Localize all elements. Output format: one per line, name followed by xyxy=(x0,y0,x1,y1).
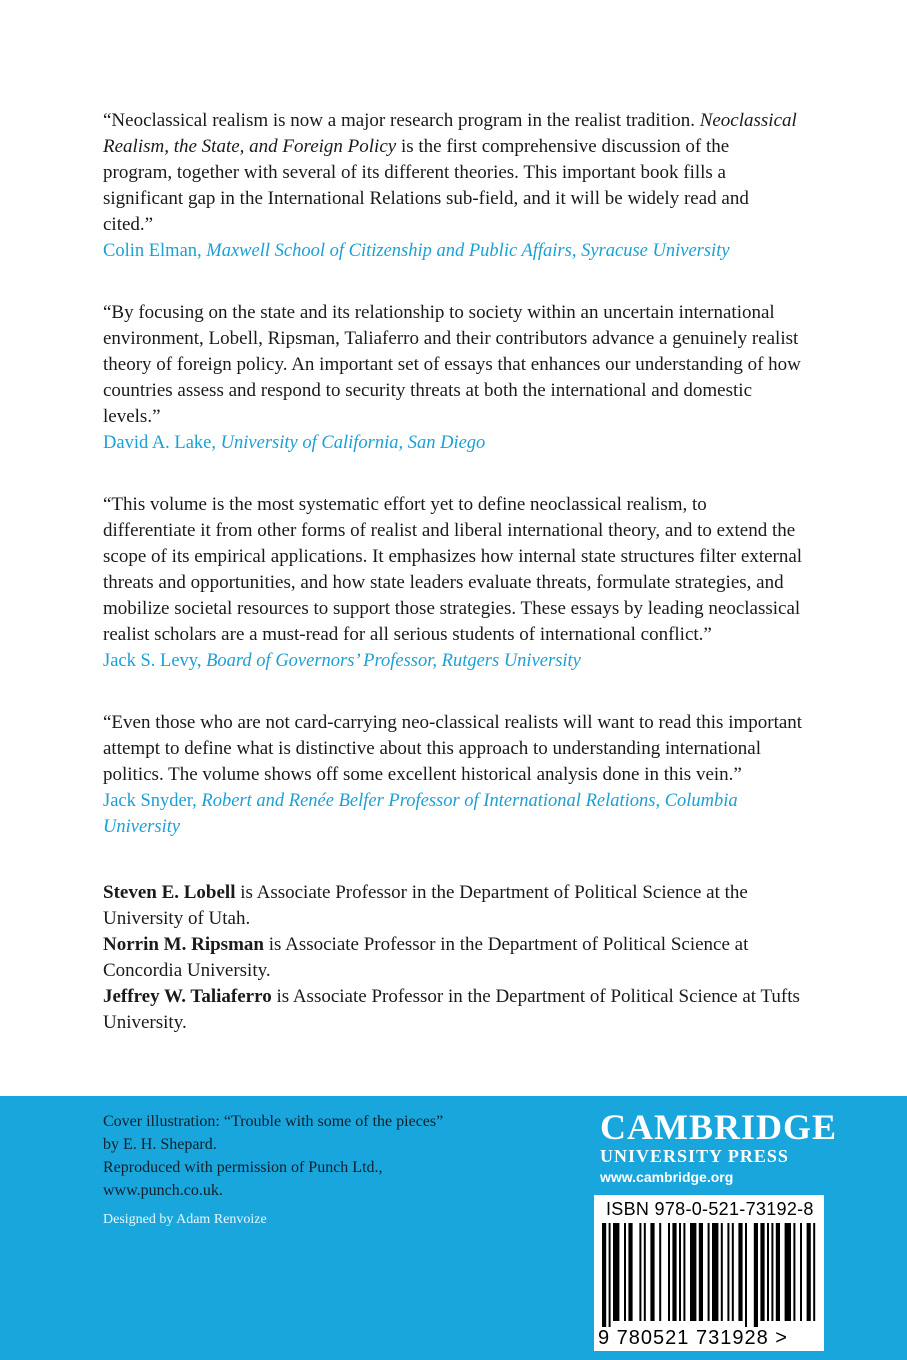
publisher-logo xyxy=(600,1107,838,1185)
quote-text: “Even those who are not card-carrying neo-classical realists will want to read this important attempt to define what is distinctive about this approach to understanding international politics. The volume shows off some excellent historical analysis done in this vein.” xyxy=(103,712,803,785)
barcode-bar xyxy=(668,1223,670,1321)
endorser-affiliation: Maxwell School of Citizenship and Public Affairs, Syracuse University xyxy=(206,241,730,261)
barcode xyxy=(594,1195,824,1351)
barcode-bar xyxy=(776,1223,780,1321)
quote-text: “By focusing on the state and its relationship to society within an uncertain international environment, Lobell, Ripsman, Taliaferro and their contributors advance a genuinely realist theory of foreign policy. An important set of essays that enhances our understanding of how countries assess and respond to security threats at both the international and domestic levels.” xyxy=(103,302,801,427)
endorser-affiliation: University of California, San Diego xyxy=(220,433,486,453)
endorsement-attribution xyxy=(103,238,803,264)
publisher-band xyxy=(0,1096,907,1360)
barcode-bar xyxy=(699,1223,703,1321)
barcode-bar xyxy=(628,1223,632,1321)
barcode-bar xyxy=(793,1223,795,1321)
author-bio xyxy=(103,932,803,984)
cover-credit xyxy=(103,1110,523,1231)
barcode-bar xyxy=(712,1223,718,1321)
barcode-bar xyxy=(644,1223,646,1321)
author-name: Jeffrey W. Taliaferro xyxy=(103,986,272,1007)
barcode-bar xyxy=(650,1223,654,1321)
endorsement xyxy=(103,492,803,674)
endorser-affiliation: Board of Governors’ Professor, Rutgers University xyxy=(206,651,581,671)
endorsement-attribution xyxy=(103,788,803,840)
author-description: is Associate Professor in the Department of Political Science at Tufts University. xyxy=(103,986,800,1033)
barcode-bar xyxy=(624,1223,626,1321)
author-bios xyxy=(103,880,803,1036)
endorser-affiliation: Robert and Renée Belfer Professor of International Relations, Columbia University xyxy=(103,791,738,837)
endorsement-quote xyxy=(103,710,803,788)
barcode-bar xyxy=(602,1223,606,1327)
barcode-bar xyxy=(683,1223,685,1321)
endorsement-attribution xyxy=(103,648,803,674)
barcode-bar xyxy=(738,1223,742,1321)
author-description: is Associate Professor in the Department of Political Science at Concordia University. xyxy=(103,934,749,981)
barcode-bar xyxy=(679,1223,681,1321)
publisher-url: www.cambridge.org xyxy=(600,1169,734,1185)
barcode-bar xyxy=(745,1223,747,1327)
barcode-bar xyxy=(732,1223,734,1321)
endorser-name: Jack Snyder, xyxy=(103,791,202,811)
barcode-bar xyxy=(807,1223,811,1321)
endorser-name: David A. Lake, xyxy=(103,433,221,453)
endorsement-quote xyxy=(103,108,803,238)
barcode-bar xyxy=(813,1223,815,1321)
barcode-bar xyxy=(754,1223,758,1327)
publisher-name: CAMBRIDGE xyxy=(600,1107,838,1147)
endorsement-quote xyxy=(103,492,803,648)
designer-credit: Designed by Adam Renvoize xyxy=(103,1212,267,1227)
barcode-bar xyxy=(639,1223,641,1321)
barcode-bars xyxy=(600,1223,818,1327)
author-description: is Associate Professor in the Department of Political Science at the University of Utah. xyxy=(103,882,748,929)
author-name: Norrin M. Ripsman xyxy=(103,934,264,955)
barcode-bar xyxy=(785,1223,791,1321)
author-name: Steven E. Lobell xyxy=(103,882,236,903)
credit-line: Reproduced with permission of Punch Ltd., xyxy=(103,1159,383,1176)
barcode-bar xyxy=(613,1223,619,1321)
endorsements xyxy=(103,108,803,840)
publisher-press: UNIVERSITY PRESS xyxy=(600,1146,789,1166)
credit-line: www.punch.co.uk. xyxy=(103,1182,223,1199)
endorser-name: Jack S. Levy, xyxy=(103,651,207,671)
barcode-bar xyxy=(800,1223,802,1321)
author-bio xyxy=(103,880,803,932)
endorser-name: Colin Elman, xyxy=(103,241,207,261)
book-title: Neoclassical Realism, the State, and Foreign Policy xyxy=(103,110,797,157)
endorsement-attribution xyxy=(103,430,803,456)
barcode-bar xyxy=(727,1223,729,1321)
isbn-label: ISBN 978-0-521-73192-8 xyxy=(606,1199,814,1219)
barcode-bar xyxy=(672,1223,676,1321)
barcode-bar xyxy=(708,1223,710,1321)
barcode-bar xyxy=(690,1223,696,1321)
quote-text: “Neoclassical realism is now a major research program in the realist tradition. xyxy=(103,110,700,131)
barcode-bar xyxy=(760,1223,764,1321)
endorsement xyxy=(103,710,803,840)
endorsement-quote xyxy=(103,300,803,430)
endorsement xyxy=(103,108,803,264)
barcode-bar xyxy=(771,1223,773,1321)
barcode-bar xyxy=(721,1223,723,1321)
quote-text: “This volume is the most systematic effort yet to define neoclassical realism, to differentiate it from other forms of realist and liberal international theory, and to extend the scope of its empirical applications. It emphasizes how internal state structures filter external threats and opportunities, and how state leaders evaluate threats, formulate strategies, and mobilize societal resources to support those strategies. These essays by leading neoclassical realist scholars are a must-read for all serious students of international conflict.” xyxy=(103,494,803,645)
author-bio xyxy=(103,984,803,1036)
barcode-bar xyxy=(767,1223,769,1321)
credit-line: by E. H. Shepard. xyxy=(103,1136,217,1153)
credit-line: Cover illustration: “Trouble with some of the pieces” xyxy=(103,1113,444,1130)
quote-text: is the first comprehensive discussion of the program, together with several of its different theories. This important book fills a significant gap in the International Relations sub-field, and it will be widely read and cited.” xyxy=(103,136,749,235)
endorsement xyxy=(103,300,803,456)
back-cover-text xyxy=(103,108,803,1036)
barcode-bar xyxy=(659,1223,661,1321)
barcode-bar xyxy=(609,1223,611,1327)
barcode-digits: 9 780521 731928 > xyxy=(598,1327,788,1349)
